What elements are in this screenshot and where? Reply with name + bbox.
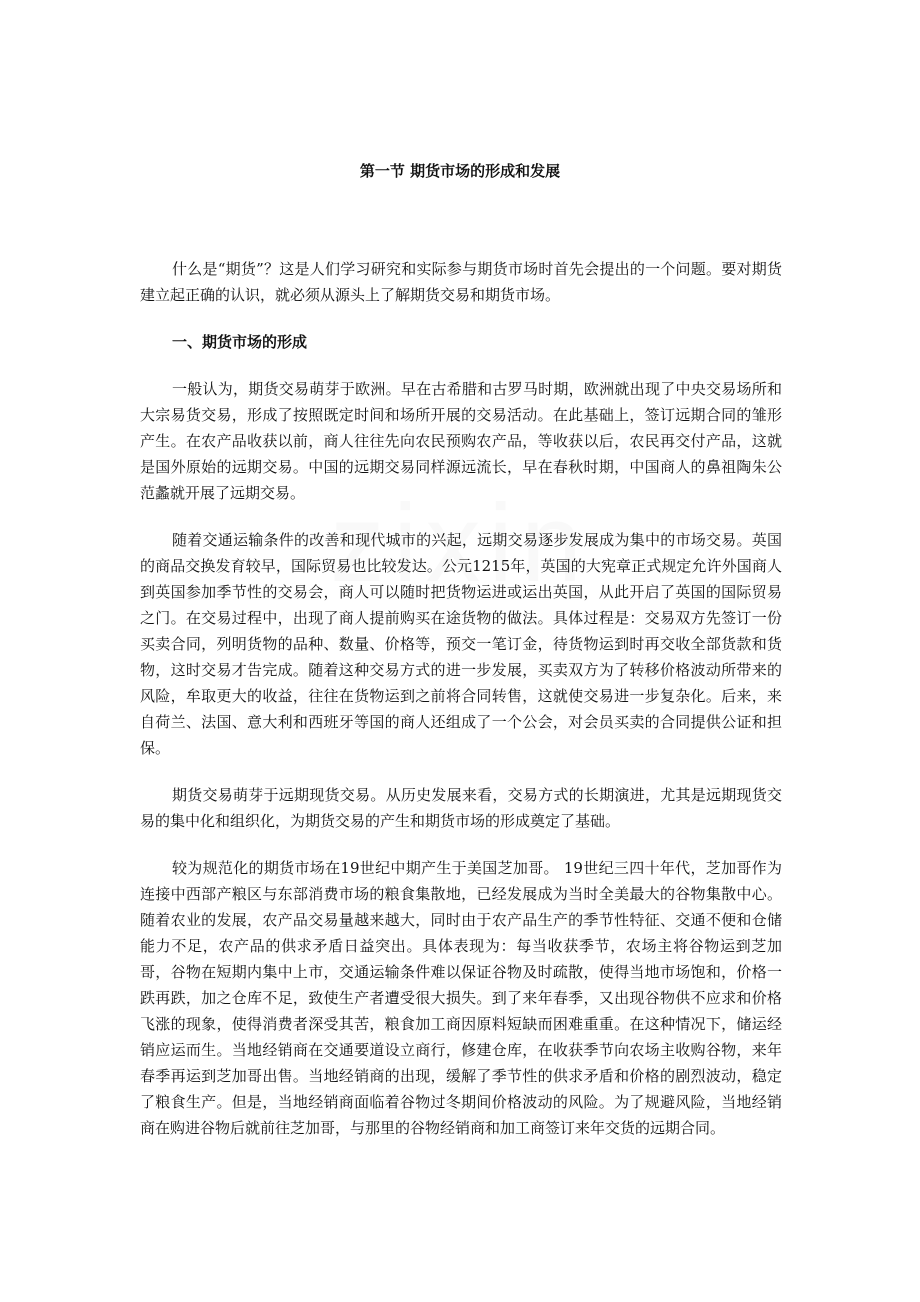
paragraph-3: 期货交易萌芽于远期现货交易。从历史发展来看，交易方式的长期演进，尤其是远期现货交易的集中化和组织化，为期货交易的产生和期货市场的形成奠定了基础。 bbox=[140, 786, 782, 830]
paragraph-2: 随着交通运输条件的改善和现代城市的兴起，远期交易逐步发展成为集中的市场交易。英国的商品交换发育较早，国际贸易也比较发达。公元1215年，英国的大宪章正式规定允许外国商人到英国参加季节性的交易会，商人可以随时把货物运进或运出英国，从此开启了英国的国际贸易之门。在交易过程中，出现了商人提前购买在途货物的做法。具体过程是：交易双方先签订一份买卖合同，列明货物的品种、数量、价格等，预交一笔订金，待货物运到时再交收全部货款和货物，这时交易才告完成。随着这种交易方式的进一步发展，买卖双方为了转移价格波动所带来的风险，牟取更大的收益，往往在货物运到之前将合同转售，这就使交易进一步复杂化。后来，来自荷兰、法国、意大利和西班牙等国的商人还组成了一个公会，对会员买卖的合同提供公证和担保。 bbox=[140, 531, 782, 757]
document-body bbox=[140, 256, 782, 1162]
paragraph-4: 较为规范化的期货市场在19世纪中期产生于美国芝加哥。 19世纪三四十年代，芝加哥作为连接中西部产粮区与东部消费市场的粮食集散地，已经发展成为当时全美最大的谷物集散中心。随着农业的发展，农产品交易量越来越大，同时由于农产品生产的季节性特征、交通不便和仓储能力不足，农产品的供求矛盾日益突出。具体表现为：每当收获季节，农场主将谷物运到芝加哥，谷物在短期内集中上市，交通运输条件难以保证谷物及时疏散，使得当地市场饱和，价格一跌再跌，加之仓库不足，致使生产者遭受很大损失。到了来年春季，又出现谷物供不应求和价格飞涨的现象，使得消费者深受其苦，粮食加工商因原料短缺而困难重重。在这种情况下，储运经销应运而生。当地经销商在交通要道设立商行，修建仓库，在收获季节向农场主收购谷物，来年春季再运到芝加哥出售。当地经销商的出现，缓解了季节性的供求矛盾和价格的剧烈波动，稳定了粮食生产。但是，当地经销商面临着谷物过冬期间价格波动的风险。为了规避风险，当地经销商在购进谷物后就前往芝加哥，与那里的谷物经销商和加工商签订来年交货的远期合同。 bbox=[140, 859, 782, 1137]
intro-paragraph: 什么是“期货”？这是人们学习研究和实际参与期货市场时首先会提出的一个问题。要对期货建立起正确的认识，就必须从源头上了解期货交易和期货市场。 bbox=[140, 260, 782, 304]
page-title: 第一节 期货市场的形成和发展 bbox=[359, 162, 561, 180]
paragraph-1: 一般认为，期货交易萌芽于欧洲。早在古希腊和古罗马时期，欧洲就出现了中央交易场所和大宗易货交易，形成了按照既定时间和场所开展的交易活动。在此基础上，签订远期合同的雏形产生。在农产品收获以前，商人往往先向农民预购农产品，等收获以后，农民再交付产品，这就是国外原始的远期交易。中国的远期交易同样源远流长，早在春秋时期，中国商人的鼻祖陶朱公范蠡就开展了远期交易。 bbox=[140, 380, 782, 502]
section-heading: 一、期货市场的形成 bbox=[172, 333, 308, 351]
